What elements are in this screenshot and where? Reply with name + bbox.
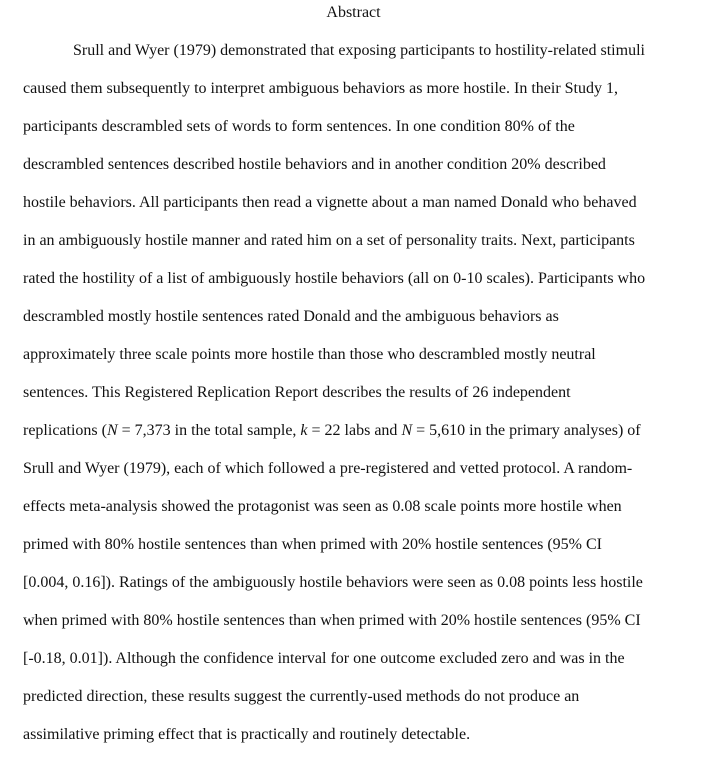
abstract-line: when primed with 80% hostile sentences than when primed with 20% hostile sentences (95% CI (23, 612, 641, 629)
sample-size-symbol: N (106, 422, 118, 439)
abstract-line: [-0.18, 0.01]). Although the confidence interval for one outcome excluded zero and was in the (23, 650, 625, 667)
abstract-line: caused them subsequently to interpret ambiguous behaviors as more hostile. In their Study 1, (23, 80, 618, 97)
abstract-line: rated the hostility of a list of ambiguously hostile behaviors (all on 0-10 scales). Participants who (23, 270, 646, 287)
sample-size-symbol: N (401, 422, 413, 439)
abstract-line: hostile behaviors. All participants then read a vignette about a man named Donald who behaved (23, 194, 637, 211)
abstract-line: primed with 80% hostile sentences than when primed with 20% hostile sentences (95% CI (23, 536, 602, 553)
abstract-line: descrambled mostly hostile sentences rated Donald and the ambiguous behaviors as (23, 308, 559, 325)
abstract-line: Srull and Wyer (1979) demonstrated that exposing participants to hostility-related stimuli (73, 42, 645, 59)
abstract-line: in an ambiguously hostile manner and rated him on a set of personality traits. Next, participants (23, 232, 635, 249)
line-text: = 5,610 in the primary analyses) of (412, 422, 641, 439)
abstract-line: [0.004, 0.16]). Ratings of the ambiguously hostile behaviors were seen as 0.08 points less hostile (23, 574, 643, 591)
abstract-line (23, 421, 641, 441)
abstract-line: predicted direction, these results suggest the currently-used methods do not produce an (23, 688, 580, 705)
abstract-line: sentences. This Registered Replication Report describes the results of 26 independent (23, 384, 571, 401)
abstract-line: descrambled sentences described hostile behaviors and in another condition 20% described (23, 156, 606, 173)
abstract-line: approximately three scale points more hostile than those who descrambled mostly neutral (23, 346, 596, 363)
abstract-line: assimilative priming effect that is practically and routinely detectable. (23, 726, 471, 743)
abstract-line: participants descrambled sets of words to form sentences. In one condition 80% of the (23, 118, 575, 135)
lab-count-symbol: k (300, 422, 308, 439)
line-text: = 22 labs and (307, 422, 402, 439)
abstract-line: effects meta-analysis showed the protagonist was seen as 0.08 scale points more hostile when (23, 498, 622, 515)
line-text: = 7,373 in the total sample, (117, 422, 301, 439)
abstract-line: Srull and Wyer (1979), each of which followed a pre-registered and vetted protocol. A random- (23, 460, 633, 477)
abstract-heading: Abstract (326, 4, 381, 21)
line-text: replications ( (23, 422, 107, 439)
